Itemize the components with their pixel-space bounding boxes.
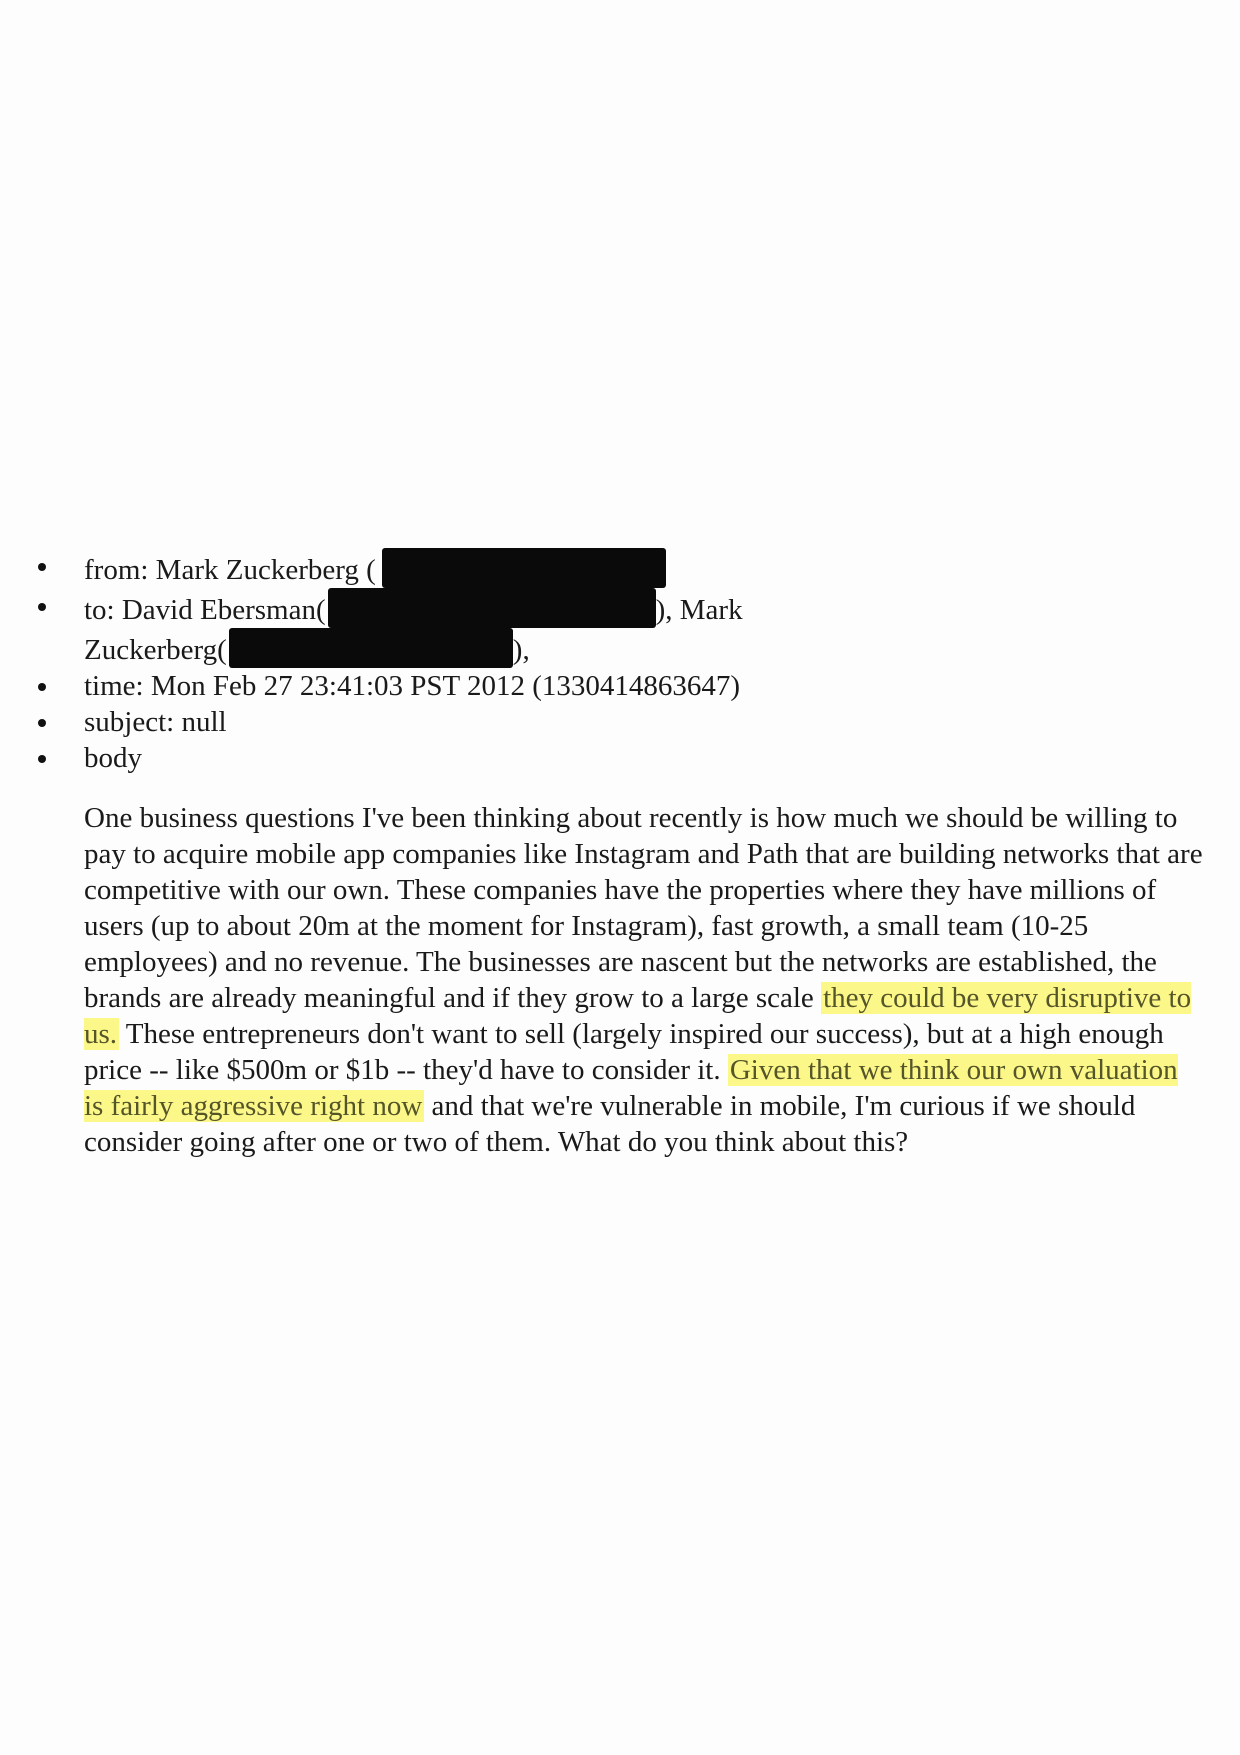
redaction-box [328,588,656,628]
redaction-box [229,628,513,668]
highlighted-text: they could be very disruptive to us. [84,982,1192,1050]
subject-line [38,704,1118,740]
body-text-part1: One business questions I've been thinking about recently is how much we should be willing to pay to acquire mobile app companies like Instagram and Path that are building networks that are competitive with our own. These companies have the properties where they have millions of users (up to about 20m at the moment for Instagram), fast growth, a small team (10-25 employees) and no revenue. The businesses are nascent but the networks are established, the brands are already meaningful and if they grow to a large scale [84,802,1203,1014]
bullet-icon [38,563,46,571]
to-label: to: David Ebersman( [84,594,326,626]
body-label: body [84,742,142,774]
to-line2-end: ), [512,634,530,666]
to-continuation: ), Mark [655,594,743,626]
bullet-icon [38,755,46,763]
body-text-part2: These entrepreneurs don't want to sell (largely inspired our success), but at a high enough price -- like $500m or $1b -- they'd have to consider it. [84,1018,1164,1086]
time-text: time: Mon Feb 27 23:41:03 PST 2012 (1330414863647) [84,670,741,702]
time-line [38,668,1118,704]
bullet-icon [38,603,46,611]
to-line [38,588,1118,668]
subject-text: subject: null [84,706,227,738]
from-label: from: Mark Zuckerberg ( [84,554,376,586]
highlighted-text: Given that we think our own valuation is fairly aggressive right now [84,1054,1178,1122]
bullet-icon [38,683,46,691]
email-body [84,800,1204,1160]
bullet-icon [38,719,46,727]
redaction-box [382,548,666,588]
from-line [38,548,1118,588]
body-label-line [38,740,1118,776]
email-header-list [38,548,1118,776]
to-line2: Zuckerberg( [84,634,227,666]
body-text-part3: and that we're vulnerable in mobile, I'm curious if we should consider going after one or two of them. What do you think about this? [84,1090,1136,1158]
